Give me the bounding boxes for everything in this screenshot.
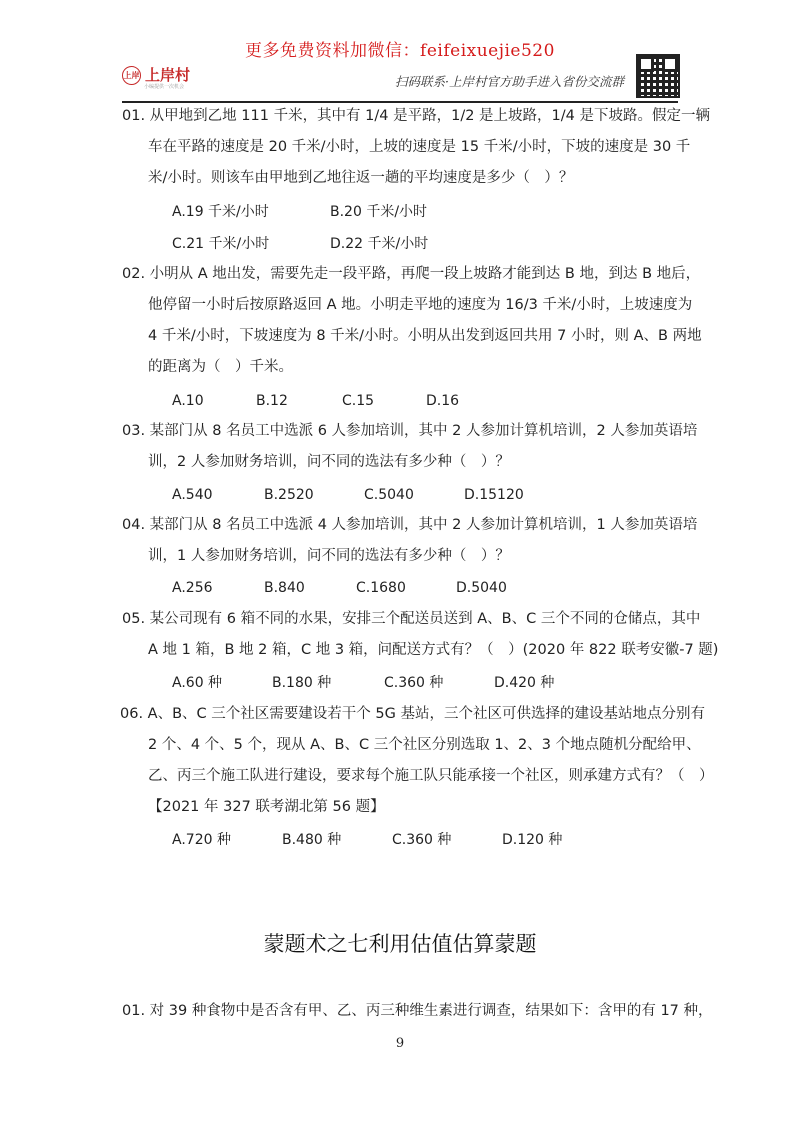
question-02	[122, 259, 702, 383]
option-d: D.120 种	[502, 832, 563, 848]
question-text: 2 个、4 个、5 个，现从 A、B、C 三个社区分别选取 1、2、3 个地点随机分配给甲、	[148, 737, 701, 753]
option-c: C.360 种	[384, 675, 444, 691]
question-06	[120, 699, 714, 823]
option-b: B.2520	[264, 487, 314, 503]
question-text: 米/小时。则该车由甲地到乙地往返一趟的平均速度是多少（ ）？	[148, 170, 574, 186]
option-c: C.15	[342, 393, 375, 409]
brand-logo	[122, 66, 191, 90]
question-text: 06. A、B、C 三个社区需要建设若干个 5G 基站，三个社区可供选择的建设基站地点分别有	[120, 706, 705, 722]
option-b: B.20 千米/小时	[330, 204, 428, 220]
option-a: A.60 种	[172, 675, 223, 691]
question-text: 的距离为（ ）千米。	[148, 359, 293, 375]
option-d: D.420 种	[494, 675, 555, 691]
option-b: B.480 种	[282, 832, 342, 848]
option-a: A.10	[172, 393, 204, 409]
question-text: 训，2 人参加财务培训，问不同的选法有多少种（ ）？	[148, 454, 510, 470]
option-d: D.22 千米/小时	[330, 236, 429, 252]
logo-seal-icon: 上岸	[122, 66, 141, 85]
question-text: A 地 1 箱，B 地 2 箱，C 地 3 箱，问配送方式有？（ ）(2020 年 822 联考安徽-7 题)	[148, 642, 719, 658]
question-05	[122, 604, 719, 666]
question-text: 4 千米/小时，下坡速度为 8 千米/小时。小明从出发到返回共用 7 小时，则 A、B 两地	[148, 328, 702, 344]
option-a: A.540	[172, 487, 213, 503]
page-number: 9	[395, 1036, 405, 1051]
question-text: 【2021 年 327 联考湖北第 56 题】	[148, 799, 385, 815]
option-b: B.840	[264, 580, 305, 596]
question-text: 01. 从甲地到乙地 111 千米，其中有 1/4 是平路，1/2 是上坡路，1/4 是下坡路。假定一辆	[122, 108, 711, 124]
qr-code-icon	[638, 56, 678, 96]
option-d: D.16	[426, 393, 460, 409]
header-note: 扫码联系·上岸村官方助手进入省份交流群	[395, 74, 624, 89]
option-a: A.256	[172, 580, 213, 596]
question-text: 训，1 人参加财务培训，问不同的选法有多少种（ ）？	[148, 548, 510, 564]
question-text: 01. 对 39 种食物中是否含有甲、乙、丙三种维生素进行调查，结果如下：含甲的有 17 种，	[122, 1003, 713, 1019]
question-text: 03. 某部门从 8 名员工中选派 6 人参加培训，其中 2 人参加计算机培训，2 人参加英语培	[122, 423, 698, 439]
option-c: C.21 千米/小时	[172, 236, 270, 252]
option-c: C.360 种	[392, 832, 452, 848]
page-header	[122, 56, 678, 100]
question-01	[122, 101, 711, 194]
logo-text: 上岸村	[145, 66, 191, 84]
option-d: D.15120	[464, 487, 524, 503]
logo-tagline: 小编提供一次机会	[144, 84, 185, 90]
question-text: 车在平路的速度是 20 千米/小时，上坡的速度是 15 千米/小时，下坡的速度是 30 千	[148, 139, 691, 155]
question-text: 02. 小明从 A 地出发，需要先走一段平路，再爬一段上坡路才能到达 B 地，到达 B 地后，	[122, 266, 701, 282]
promo-banner: 更多免费资料加微信：feifeixuejie520	[245, 41, 555, 61]
option-b: B.180 种	[272, 675, 332, 691]
question-text: 04. 某部门从 8 名员工中选派 4 人参加培训，其中 2 人参加计算机培训，1 人参加英语培	[122, 517, 698, 533]
option-b: B.12	[256, 393, 288, 409]
question-next-01	[122, 996, 713, 1027]
option-d: D.5040	[456, 580, 507, 596]
question-03	[122, 416, 698, 478]
question-04	[122, 510, 698, 572]
question-text: 05. 某公司现有 6 箱不同的水果，安排三个配送员送到 A、B、C 三个不同的仓储点，其中	[122, 611, 701, 627]
option-c: C.5040	[364, 487, 414, 503]
section-title: 蒙题术之七利用估值估算蒙题	[263, 932, 537, 956]
option-a: A.19 千米/小时	[172, 204, 269, 220]
question-text: 他停留一小时后按原路返回 A 地。小明走平地的速度为 16/3 千米/小时，上坡速度为	[148, 297, 693, 313]
option-a: A.720 种	[172, 832, 231, 848]
question-text: 乙、丙三个施工队进行建设，要求每个施工队只能承接一个社区，则承建方式有？（ ）	[148, 768, 714, 784]
option-c: C.1680	[356, 580, 406, 596]
